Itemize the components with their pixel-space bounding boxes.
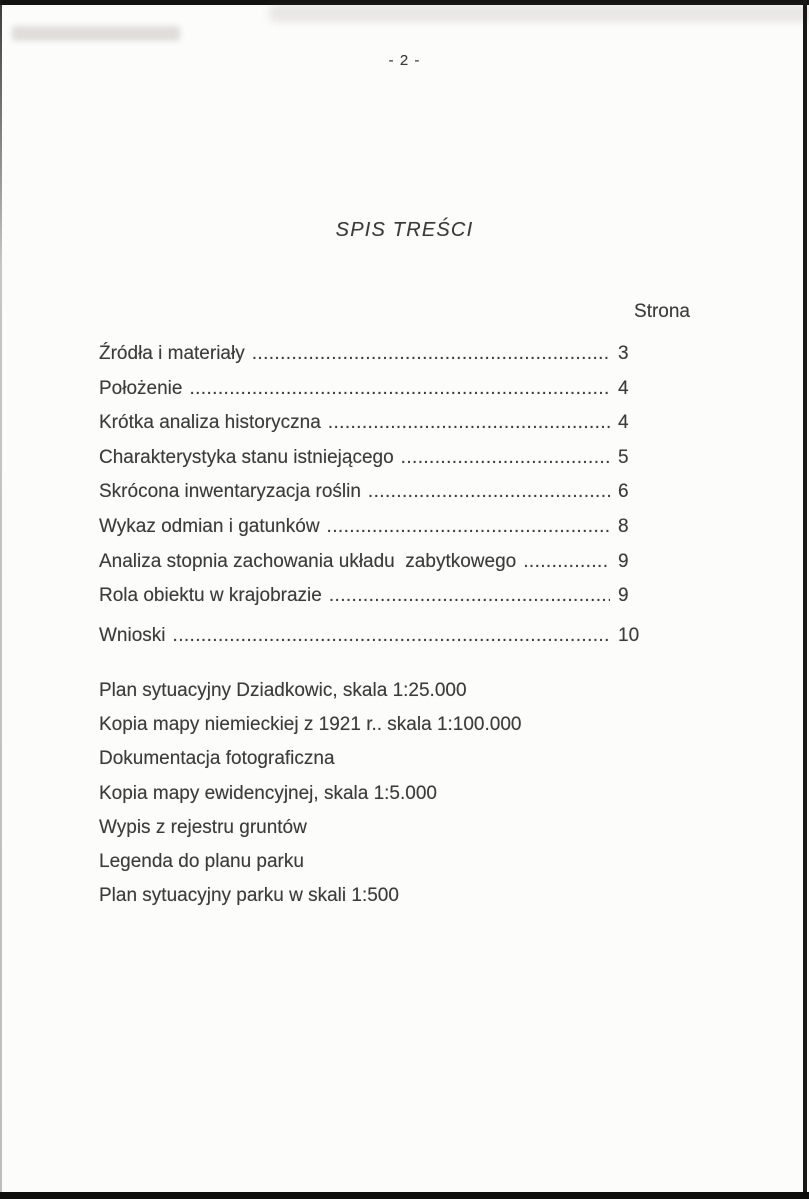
toc-entry — [99, 545, 645, 580]
toc-entry-label: Rola obiektu w krajobrazie — [99, 585, 322, 607]
document-title: SPIS TREŚCI — [335, 219, 474, 241]
toc-entry — [99, 372, 645, 407]
toc-entry — [99, 441, 645, 476]
list-item: Kopia mapy niemieckiej z 1921 r.. skala 1:100.000 — [99, 714, 522, 736]
scan-artifact-right-edge — [803, 0, 807, 1199]
dot-leader — [329, 579, 610, 614]
page-number: - 2 - — [388, 52, 421, 69]
list-item: Plan sytuacyjny parku w skali 1:500 — [99, 885, 399, 907]
scan-artifact-smudge — [12, 26, 180, 41]
toc-entry — [99, 619, 645, 654]
attachment-list — [99, 674, 659, 913]
toc-list — [99, 337, 645, 653]
toc-entry-page: 4 — [618, 377, 629, 399]
scan-artifact-top-mottle — [270, 4, 809, 22]
toc-entry-page: 8 — [618, 515, 629, 537]
dot-leader — [401, 441, 610, 476]
toc-entry-page: 5 — [618, 446, 629, 468]
toc-entry-page: 3 — [618, 343, 629, 364]
scan-artifact-left-edge — [0, 0, 2, 1199]
toc-entry-label: Wykaz odmian i gatunków — [99, 515, 320, 537]
page-column-header: Strona — [634, 301, 690, 322]
toc-entry-label: Analiza stopnia zachowania układu zabytkowego — [99, 550, 517, 572]
dot-leader — [252, 337, 610, 372]
toc-entry — [99, 579, 645, 614]
dot-leader — [189, 372, 610, 407]
toc-entry-page: 4 — [618, 412, 629, 434]
toc-entry — [99, 475, 645, 510]
toc-entry-page: 9 — [618, 550, 629, 572]
toc-entry-page: 9 — [618, 585, 629, 607]
toc-entry-label: Wnioski — [99, 624, 166, 646]
list-item: Kopia mapy ewidencyjnej, skala 1:5.000 — [99, 782, 437, 804]
toc-entry-label: Skrócona inwentaryzacja roślin — [99, 481, 361, 503]
toc-entry — [99, 510, 645, 545]
dot-leader — [327, 510, 610, 545]
toc-entry — [99, 406, 645, 441]
list-item: Plan sytuacyjny Dziadkowic, skala 1:25.000 — [99, 680, 467, 701]
toc-entry-label: Charakterystyka stanu istniejącego — [99, 446, 394, 468]
list-item: Dokumentacja fotograficzna — [99, 748, 335, 770]
toc-entry-label: Źródła i materiały — [99, 343, 245, 364]
dot-leader — [523, 545, 610, 580]
toc-entry — [99, 337, 645, 372]
scan-artifact-bottom-edge — [0, 1192, 809, 1199]
toc-entry-page: 10 — [618, 624, 640, 646]
toc-entry-label: Położenie — [99, 377, 183, 399]
dot-leader — [368, 475, 610, 510]
list-item: Wypis z rejestru gruntów — [99, 816, 307, 838]
dot-leader — [173, 619, 610, 654]
list-item: Legenda do planu parku — [99, 851, 304, 873]
dot-leader — [328, 406, 610, 441]
toc-entry-page: 6 — [618, 481, 629, 503]
toc-entry-label: Krótka analiza historyczna — [99, 412, 321, 434]
